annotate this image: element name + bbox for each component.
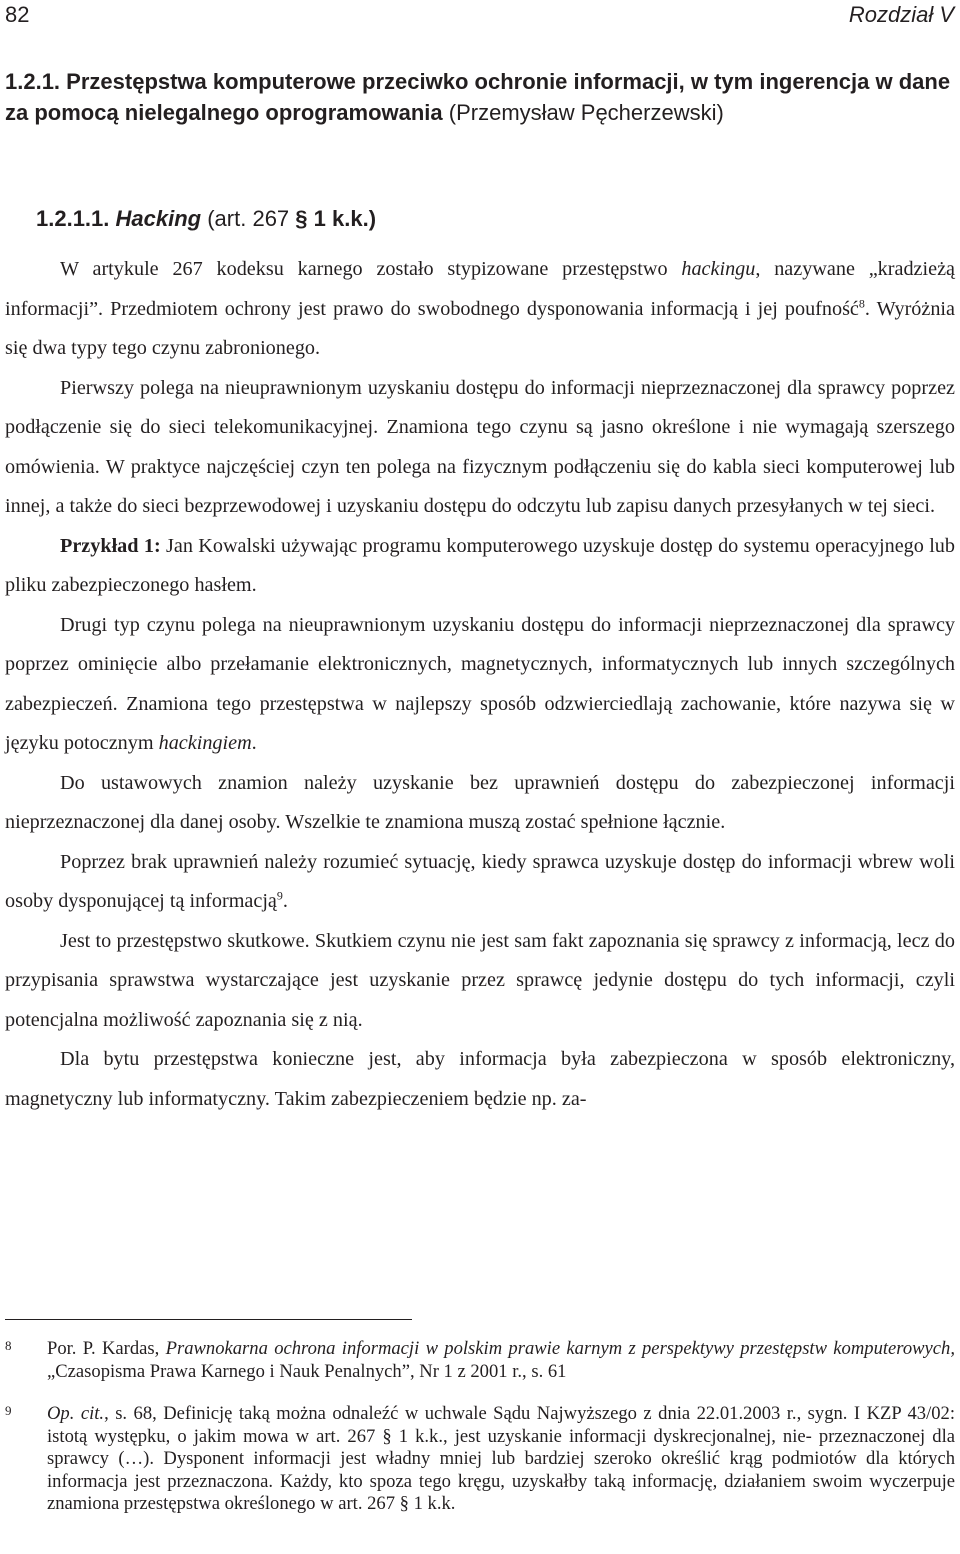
p6-text-b: . [282, 890, 288, 912]
p1-text-c: , nazywane „kradzieżą informacji”. Przedmiotem ochrony jest prawo do swobodnego dysponowania informacją i jej poufność [5, 258, 955, 320]
p1-text-d: . Wyróżnia się dwa typy tego czynu zabronionego. [5, 297, 956, 359]
paragraph-2: Pierwszy polega na nieuprawnionym uzyskaniu dostępu do informacji nieprzeznaczonej dla sprawcy poprzez podłączenie się do sieci telekomunikacyjnej. Znamiona tego czynu są jasno określone i nie wymagają szerszego omówienia. W praktyce najczęściej czyn ten polega na fizycznym podłączeniu się do kabla sieci komputerowej lub innej, a także do sieci bezprzewodowej i uzyskaniu dostępu do odczytu lub zapisu danych przesyłanych w tej sieci. [5, 376, 955, 517]
p1-term-hackingu: hackingu [681, 258, 756, 280]
fn9-op-cit: Op. cit. [47, 1403, 105, 1424]
section-title: Przestępstwa komputerowe przeciwko ochronie informacji, w tym ingerencja w dane za pomocą nielegalnego oprogramowania [5, 69, 951, 125]
paragraph-5: Do ustawowych znamion należy uzyskanie bez uprawnień dostępu do zabezpieczonej informacji nieprzeznaczonej dla danej osoby. Wszelkie te znamiona muszą zostać spełnione łącznie. [5, 771, 955, 833]
p4-text-c: . [251, 732, 257, 754]
subsection-heading [36, 206, 376, 232]
section-author: (Przemysław Pęcherzewski) [448, 100, 724, 125]
fn9-text: , s. 68, Definicję taką można odnaleźć w uchwale Sądu Najwyższego z dnia 22.01.2003 r., sygn. I KZP 43/02: istotą występku, o jakim mowa w art. 267 § 1 k.k., jest uzyskanie informacji dyskrecjonalnej, nie- przeznaczonej dla sprawcy (…). Dysponent informacji jest władny mniej lub bardziej szeroko określić krąg podmiotów dla których informacja jest przeznaczona. Każdy, kto spoza tego kręgu, uzyskałby taką informację, działaniem swoim wyczerpuje znamiona przestępstwa określonego w art. 267 § 1 k.k. [47, 1403, 955, 1515]
footnote-divider [5, 1319, 412, 1320]
paragraph-6 [5, 843, 955, 922]
subsection-number: 1.2.1.1. [36, 206, 110, 231]
footnote-ref-8[interactable]: 8 [858, 295, 865, 310]
subsection-code-ref: 1 k.k.) [313, 206, 377, 231]
example-label: Przykład 1: [60, 534, 161, 557]
footnote-body [47, 1403, 955, 1516]
fn8-author: Por. P. Kardas, [47, 1338, 160, 1359]
section-heading [5, 66, 955, 128]
p4-text-a: Drugi typ czynu polega na nieuprawnionym uzyskaniu dostępu do informacji nieprzeznaczonej dla sprawcy poprzez ominięcie albo przełamanie elektronicznych, magnetycznych, informatycznych lub innych szczególnych zabezpieczeń. Znamiona tego przestępstwa w najlepszy sposób odzwierciedlają zachowanie, które nazywa się w języku potocznym [5, 613, 955, 754]
fn8-work-title: Prawnokarna ochrona informacji w polskim prawie karnym z perspektywy przestępstw komputerowych, [165, 1338, 955, 1359]
body-text [5, 250, 955, 1119]
paragraph-1 [5, 250, 955, 369]
fn8-journal: „Czasopisma Prawa Karnego i Nauk Penalnych”, Nr 1 z 2001 r., s. 61 [47, 1360, 567, 1382]
section-number: 1.2.1. [5, 69, 61, 94]
subsection-article-ref: (art. 267 [207, 206, 290, 231]
p6-text-a: Poprzez brak uprawnień należy rozumieć sytuację, kiedy sprawca uzyskuje dostęp do informacji wbrew woli osoby dysponującej tą informacją [5, 850, 955, 912]
footnote-number: 9 [5, 1403, 12, 1418]
p1-text-a: W artykule 267 kodeksu karnego zostało stypizowane przestępstwo [60, 258, 668, 280]
footnote-8 [5, 1338, 955, 1383]
paragraph-example-1 [5, 527, 955, 606]
page-number: 82 [5, 2, 30, 27]
footnote-body [47, 1338, 955, 1383]
chapter-label: Rozdział V [848, 2, 954, 27]
footnote-9 [5, 1403, 955, 1516]
paragraph-4 [5, 606, 955, 764]
footnote-number: 8 [5, 1338, 12, 1353]
footnote-ref-9[interactable]: 9 [276, 888, 283, 903]
paragraph-7: Jest to przestępstwo skutkowe. Skutkiem czynu nie jest sam fakt zapoznania się sprawcy z informacją, lecz do przypisania sprawstwa wystarczające jest uzyskanie przez sprawcę jedynie dostępu do tych informacji, czyli potencjalna możliwość zapoznania się z nią. [5, 929, 955, 1031]
p4-term-hackingiem: hackingiem [158, 732, 252, 754]
example-text: Jan Kowalski używając programu komputerowego uzyskuje dostęp do systemu operacyjnego lub pliku zabezpieczonego hasłem. [5, 534, 955, 596]
paragraph-8: Dla bytu przestępstwa konieczne jest, aby informacja była zabezpieczona w sposób elektroniczny, magnetyczny lub informatyczny. Takim zabezpieczeniem będzie np. za- [5, 1048, 955, 1110]
section-sign-glyph: § [295, 206, 308, 231]
subsection-title-hacking: Hacking [115, 206, 202, 231]
